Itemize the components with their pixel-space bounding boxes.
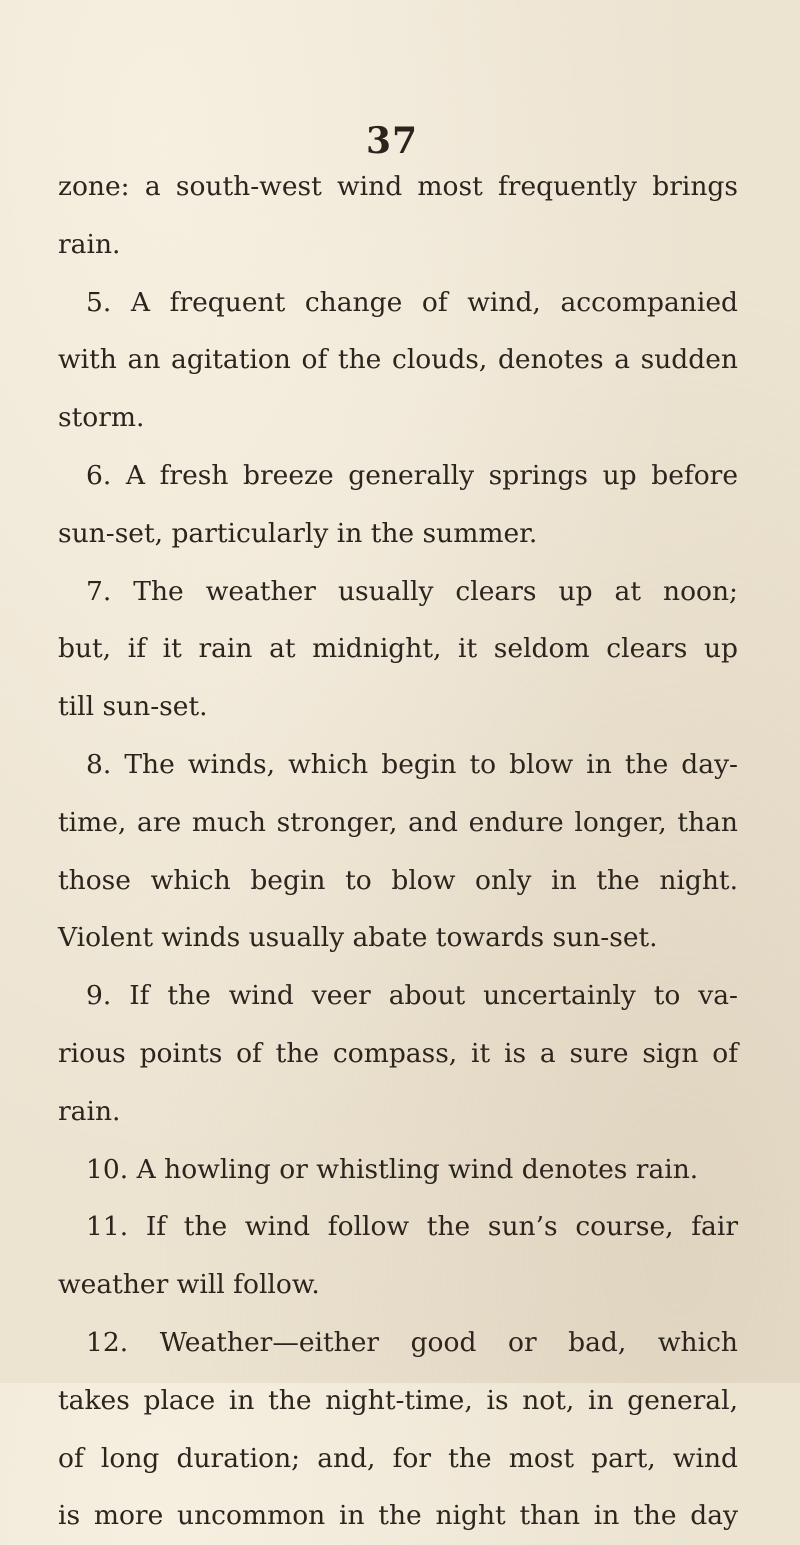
text-line: 7. The weather usually clears up at noon;: [86, 575, 738, 607]
body-text: [58, 158, 738, 1545]
text-line: weather will follow.: [58, 1269, 320, 1301]
text-line: 5. A frequent change of wind, accompanied: [86, 286, 738, 318]
text-line: 12. Weather—either good or bad, which: [86, 1326, 738, 1358]
page-number: 37: [366, 120, 419, 162]
text-line: 6. A fresh breeze generally springs up before: [86, 459, 738, 491]
text-line: takes place in the night-time, is not, in general,: [58, 1384, 738, 1416]
text-line: those which begin to blow only in the night.: [58, 864, 738, 896]
text-line: rain.: [58, 1095, 121, 1127]
text-line: 10. A howling or whistling wind denotes rain.: [86, 1153, 699, 1185]
text-line: rious points of the compass, it is a sure sign of: [58, 1037, 738, 1069]
text-line: 9. If the wind veer about uncertainly to va-: [86, 980, 738, 1012]
text-line: but, if it rain at midnight, it seldom clears up: [58, 633, 738, 665]
text-line: Violent winds usually abate towards sun-set.: [58, 922, 658, 954]
text-line: of long duration; and, for the most part, wind: [58, 1442, 738, 1474]
text-line: rain.: [58, 228, 121, 260]
text-line: till sun-set.: [58, 691, 208, 723]
text-line: 8. The winds, which begin to blow in the day-: [86, 748, 738, 780]
text-line: 11. If the wind follow the sun’s course, fair: [86, 1211, 738, 1243]
text-line: time, are much stronger, and endure longer, than: [58, 806, 738, 838]
text-line: is more uncommon in the night than in the day: [58, 1500, 738, 1532]
text-line: sun-set, particularly in the summer.: [58, 517, 538, 549]
text-line: zone: a south-west wind most frequently brings: [58, 171, 738, 202]
text-line: with an agitation of the clouds, denotes a sudden: [58, 344, 738, 376]
text-line: storm.: [58, 402, 145, 434]
